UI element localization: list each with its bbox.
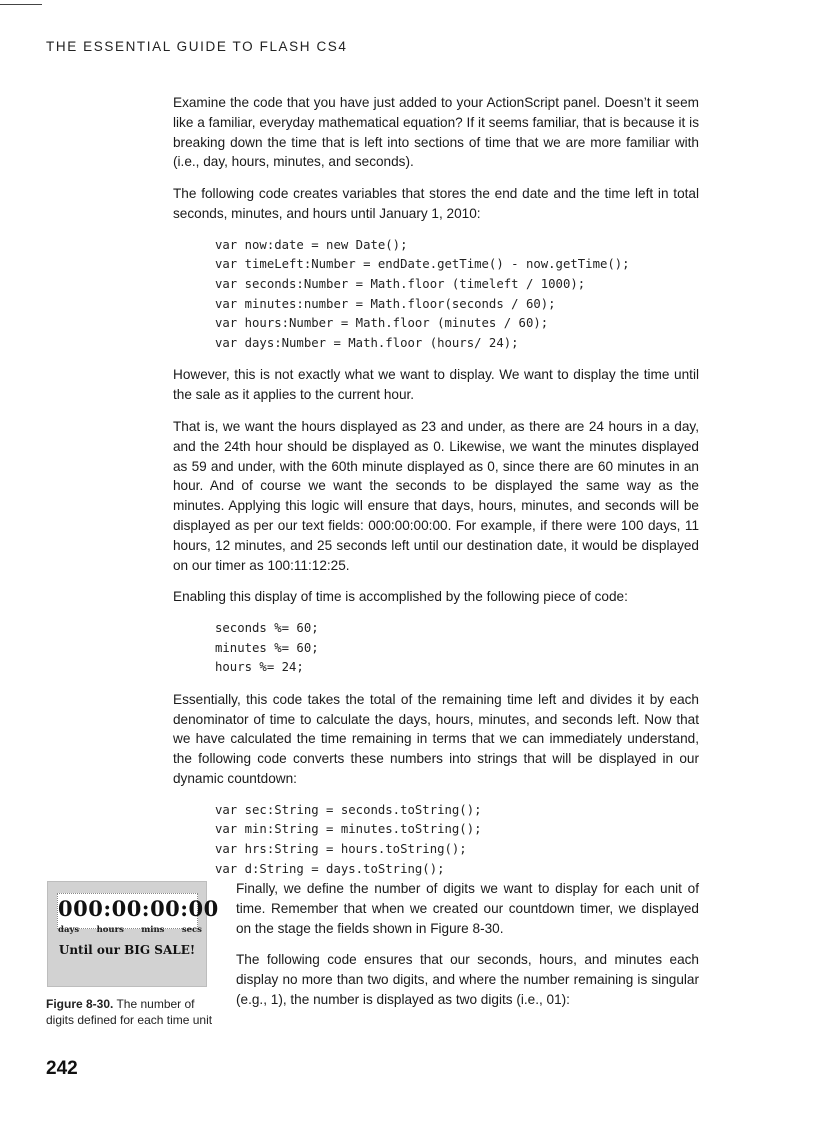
unit-label-mins: mins: [141, 925, 165, 935]
caption-text: The number of digits defined for each time unit: [46, 997, 213, 1027]
countdown-figure: [47, 881, 219, 987]
paragraph: Examine the code that you have just added to your ActionScript panel. Doesn’t it seem like a familiar, everyday mathematical equation? If it seems familiar, that is because it is breaking down the time that is left into sections of time that we are more familiar with (i.e., day, hours, minutes, and seconds).: [173, 95, 699, 170]
paragraph: Finally, we define the number of digits we want to display for each unit of time. Remember that when we created our countdown timer, we displayed on the stage the fields shown in Figure 8-30.: [236, 881, 699, 936]
top-rule: [0, 4, 42, 5]
paragraph: That is, we want the hours displayed as 23 and under, as there are 24 hours in a day, and the 24th hour should be displayed as 0. Likewise, we want the minutes displayed as 59 and under, with the 60th minute displayed as 0, since there are 60 minutes in an hour. And of course we want the seconds to be displayed the same way as the minutes. Applying this logic will ensure that days, hours, minutes, and seconds will be displayed as per our text fields: 000:00:00:00. For example, if there were 100 days, 11 hours, 12 minutes, and 25 seconds left until our destination date, it would be displayed on our timer as 100:11:12:25.: [173, 418, 699, 573]
countdown-display: [57, 893, 219, 929]
unit-label-secs: secs: [181, 925, 202, 935]
paragraph: Enabling this display of time is accomplished by the following piece of code:: [173, 589, 628, 605]
code-block: var now:date = new Date(); var timeLeft:Number = endDate.getTime() - now.getTime(); var seconds:Number = Math.floor (timeleft / 1000); var minutes:number = Math.floor(seconds / 60); var hours:Number = Math.floor (minutes / 60); var days:Number = Math.floor (hours/ 24);: [215, 237, 630, 350]
page-number: 242: [46, 1058, 78, 1079]
code-block: seconds %= 60; minutes %= 60; hours %= 24;: [215, 621, 319, 675]
sale-text: Until our BIG SALE!: [58, 943, 196, 957]
code-block: var sec:String = seconds.toString(); var min:String = minutes.toString(); var hrs:String = hours.toString(); var d:String = days.toString();: [215, 802, 482, 876]
countdown-digits: 000:00:00:00: [58, 896, 219, 921]
unit-label-hours: hours: [96, 925, 124, 935]
unit-label-days: days: [58, 925, 80, 935]
caption-label: Figure 8-30.: [46, 997, 114, 1011]
paragraph: Essentially, this code takes the total of the remaining time left and divides it by each denominator of time to calculate the days, hours, minutes, and seconds left. Now that we have calculated the time remaining in terms that we can immediately understand, the following code converts these numbers into strings that will be displayed in our dynamic countdown:: [173, 691, 699, 787]
unit-labels: [58, 925, 202, 935]
paragraph: The following code ensures that our seconds, hours, and minutes each display no more than two digits, and where the number remaining is singular (e.g., 1), the number is displayed as two digits (i.e., 01):: [236, 952, 699, 1007]
figure-caption: [46, 996, 216, 1028]
paragraph: The following code creates variables that stores the end date and the time left in total seconds, minutes, and hours until January 1, 2010:: [173, 186, 699, 221]
running-head: THE ESSENTIAL GUIDE TO FLASH CS4: [46, 39, 348, 54]
main-text-column: [173, 93, 699, 891]
paragraph: However, this is not exactly what we want to display. We want to display the time until the sale as it applies to the current hour.: [173, 367, 699, 403]
lower-text-column: [236, 879, 699, 1022]
